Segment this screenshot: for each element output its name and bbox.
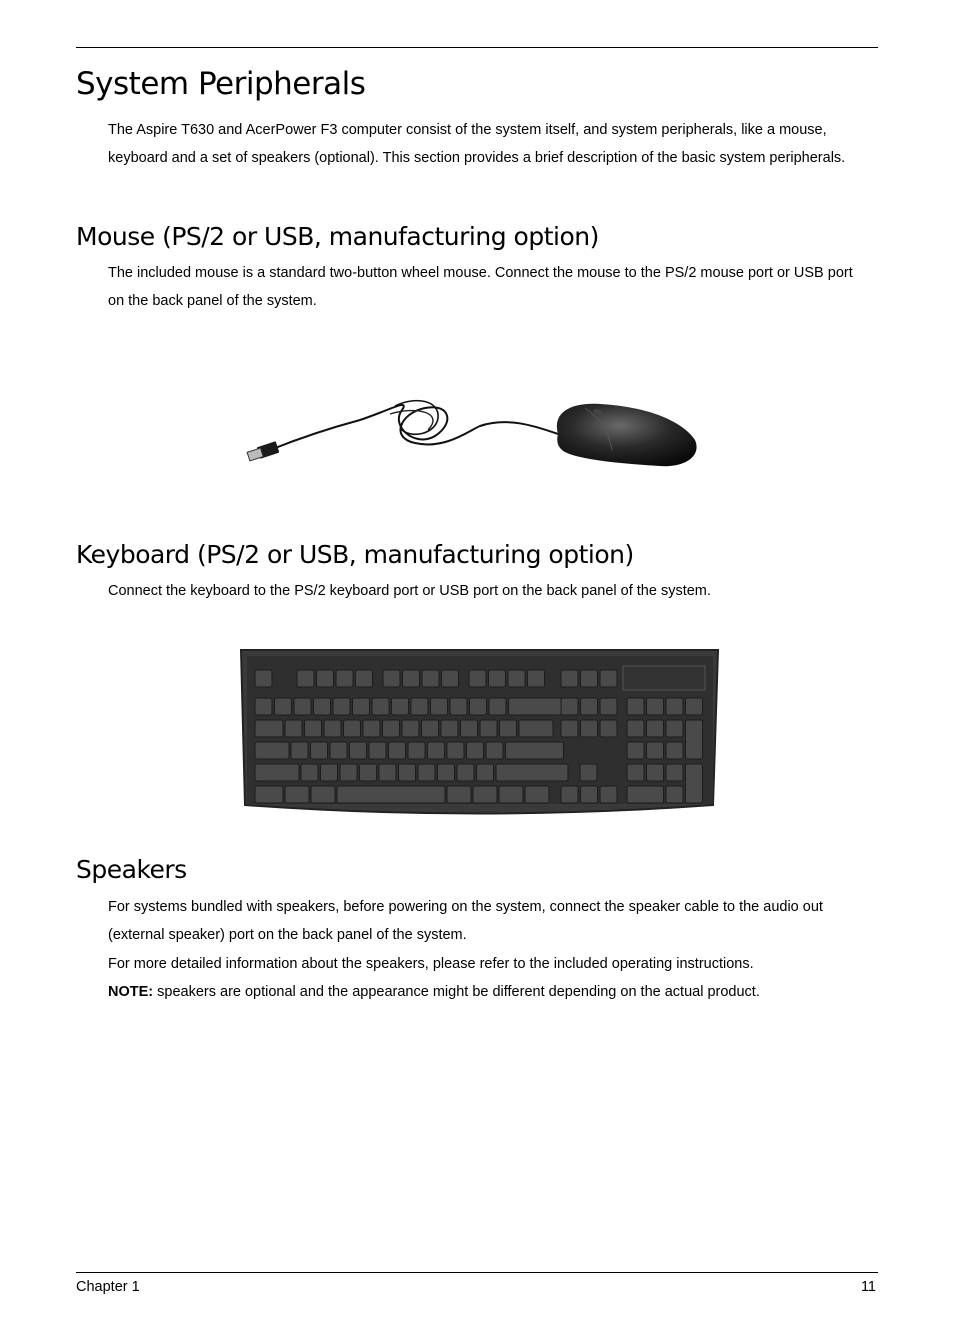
- key: [450, 698, 467, 715]
- key: [311, 742, 328, 759]
- key: [392, 698, 409, 715]
- key: [686, 764, 703, 803]
- key: [506, 742, 564, 759]
- key: [666, 698, 683, 715]
- key: [408, 742, 425, 759]
- key: [330, 742, 347, 759]
- footer-chapter: Chapter 1: [76, 1279, 140, 1295]
- key: [336, 670, 353, 687]
- key: [467, 742, 484, 759]
- key: [402, 720, 419, 737]
- key: [666, 742, 683, 759]
- key: [519, 720, 553, 737]
- key: [666, 764, 683, 781]
- key: [285, 720, 302, 737]
- key: [369, 742, 386, 759]
- key: [600, 698, 617, 715]
- key: [509, 698, 569, 715]
- page-title: System Peripherals: [76, 66, 366, 102]
- intro-paragraph: The Aspire T630 and AcerPower F3 computer consist of the system itself, and system peripherals, like a mouse, keyboard and a set of speakers (optional). This section provides a brief description of the basic system peripherals.: [108, 122, 846, 166]
- key: [255, 698, 272, 715]
- key: [647, 742, 664, 759]
- key: [294, 698, 311, 715]
- key: [489, 698, 506, 715]
- key: [528, 670, 545, 687]
- key: [469, 670, 486, 687]
- note-text: speakers are optional and the appearance might be different depending on the actual product.: [153, 984, 760, 1000]
- speakers-note: [108, 978, 868, 1006]
- key: [324, 720, 341, 737]
- key: [441, 720, 458, 737]
- key: [499, 786, 523, 803]
- footer-rule: [76, 1272, 878, 1273]
- speakers-heading: Speakers: [76, 855, 187, 884]
- key: [438, 764, 455, 781]
- key: [275, 698, 292, 715]
- key: [411, 698, 428, 715]
- key: [314, 698, 331, 715]
- key: [311, 786, 335, 803]
- key: [255, 720, 283, 737]
- key: [442, 670, 459, 687]
- key: [627, 786, 664, 803]
- key: [647, 764, 664, 781]
- key: [383, 670, 400, 687]
- key: [666, 786, 683, 803]
- key: [418, 764, 435, 781]
- key: [333, 698, 350, 715]
- key: [486, 742, 503, 759]
- key: [461, 720, 478, 737]
- note-label: NOTE:: [108, 984, 154, 1000]
- key: [473, 786, 497, 803]
- keyboard-image: [233, 640, 726, 822]
- key: [297, 670, 314, 687]
- key: [321, 764, 338, 781]
- key: [457, 764, 474, 781]
- key: [500, 720, 517, 737]
- key: [383, 720, 400, 737]
- mouse-image: [240, 368, 710, 493]
- key: [470, 698, 487, 715]
- key: [399, 764, 416, 781]
- keyboard-paragraph: Connect the keyboard to the PS/2 keyboard port or USB port on the back panel of the system.: [108, 583, 711, 599]
- key: [477, 764, 494, 781]
- speakers-paragraph-1: For systems bundled with speakers, before powering on the system, connect the speaker cable to the audio out (external speaker) port on the back panel of the system.: [108, 899, 823, 943]
- key: [340, 764, 357, 781]
- key: [496, 764, 568, 781]
- key: [686, 720, 703, 759]
- key: [372, 698, 389, 715]
- footer-page-number: 11: [860, 1279, 876, 1295]
- key: [350, 742, 367, 759]
- key: [627, 720, 644, 737]
- header-rule: [76, 47, 878, 48]
- key: [647, 720, 664, 737]
- key: [255, 742, 289, 759]
- key: [580, 764, 597, 781]
- key: [403, 670, 420, 687]
- key: [255, 670, 272, 687]
- key: [363, 720, 380, 737]
- key: [581, 670, 598, 687]
- key: [255, 786, 283, 803]
- key: [291, 742, 308, 759]
- key: [647, 698, 664, 715]
- key: [508, 670, 525, 687]
- key: [600, 786, 617, 803]
- key: [422, 720, 439, 737]
- speakers-paragraph-2: For more detailed information about the speakers, please refer to the included operating instructions.: [108, 956, 754, 972]
- key: [285, 786, 309, 803]
- mouse-paragraph: The included mouse is a standard two-button wheel mouse. Connect the mouse to the PS/2 mouse port or USB port on the back panel of the system.: [108, 265, 853, 309]
- key: [525, 786, 549, 803]
- key: [561, 786, 578, 803]
- key: [301, 764, 318, 781]
- key: [600, 670, 617, 687]
- key: [389, 742, 406, 759]
- key: [627, 764, 644, 781]
- key: [356, 670, 373, 687]
- key: [480, 720, 497, 737]
- key: [305, 720, 322, 737]
- key: [255, 764, 299, 781]
- mouse-heading: Mouse (PS/2 or USB, manufacturing option): [76, 222, 599, 251]
- key: [666, 720, 683, 737]
- key: [581, 786, 598, 803]
- key: [627, 698, 644, 715]
- key: [447, 742, 464, 759]
- key: [428, 742, 445, 759]
- key: [581, 720, 598, 737]
- key: [561, 670, 578, 687]
- key: [600, 720, 617, 737]
- keyboard-heading: Keyboard (PS/2 or USB, manufacturing option): [76, 540, 634, 569]
- key: [337, 786, 445, 803]
- key: [447, 786, 471, 803]
- key: [344, 720, 361, 737]
- key: [489, 670, 506, 687]
- key: [431, 698, 448, 715]
- key: [353, 698, 370, 715]
- key: [686, 698, 703, 715]
- key: [627, 742, 644, 759]
- key: [561, 698, 578, 715]
- key: [422, 670, 439, 687]
- key: [360, 764, 377, 781]
- key: [379, 764, 396, 781]
- key: [317, 670, 334, 687]
- key: [561, 720, 578, 737]
- key: [581, 698, 598, 715]
